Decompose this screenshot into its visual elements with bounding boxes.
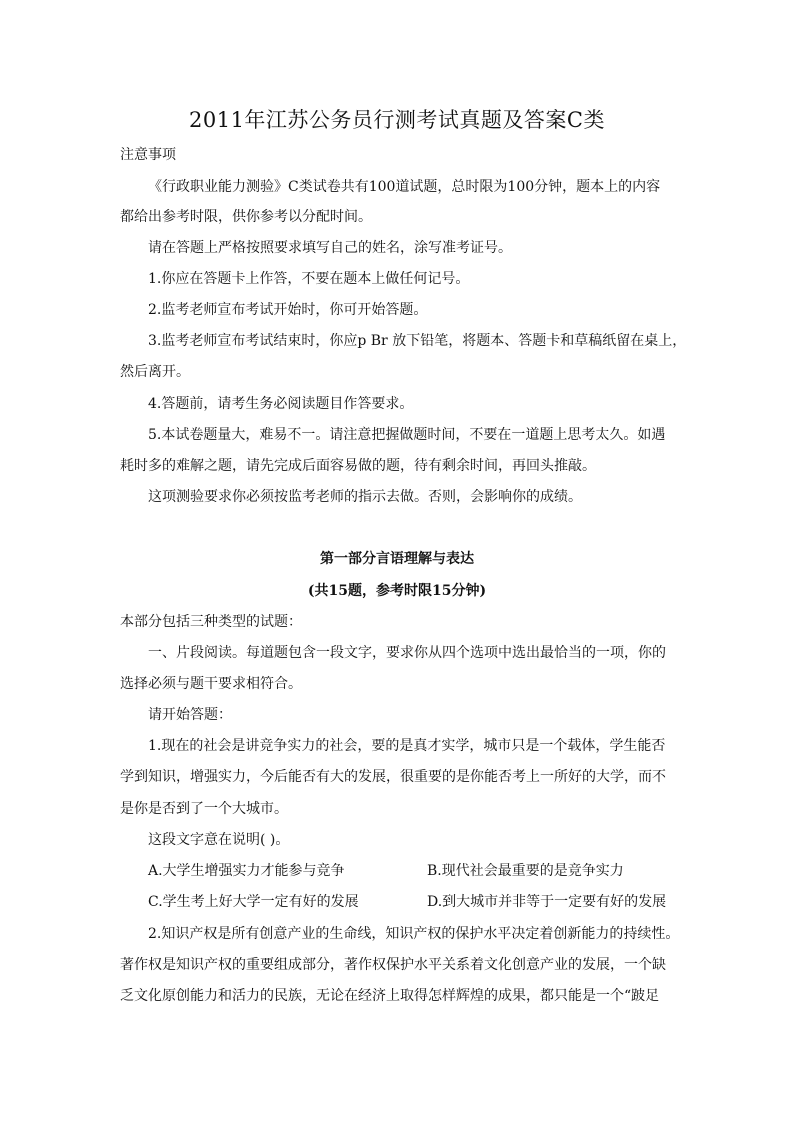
- notice-item-5-cont: 耗时多的难解之题，请先完成后面容易做的题，待有剩余时间，再回头推敲。: [120, 458, 596, 474]
- notice-paragraph: 《行政职业能力测验》C类试卷共有100道试题，总时限为100分钟，题本上的内容: [148, 179, 661, 195]
- option-c: C.学生考上好大学一定有好的发展: [148, 894, 359, 910]
- notice-item-4: 4.答题前，请考生务必阅读题目作答要求。: [148, 396, 414, 412]
- notice-paragraph: 这项测验要求你必须按监考老师的指示去做。否则，会影响你的成绩。: [148, 489, 582, 505]
- notice-item-5: 5.本试卷题量大，难易不一。请注意把握做题时间，不要在一道题上思考太久。如遇: [148, 427, 666, 443]
- question-2: 2.知识产权是所有创意产业的生命线，知识产权的保护水平决定着创新能力的持续性。: [148, 926, 680, 942]
- body-paragraph: 请开始答题：: [148, 707, 232, 723]
- question-1-cont: 是你是否到了一个大城市。: [120, 801, 288, 817]
- question-2-cont: 乏文化原创能力和活力的民族，无论在经济上取得怎样辉煌的成果，都只能是一个“跛足: [120, 988, 660, 1004]
- question-1-prompt: 这段文字意在说明( )。: [148, 832, 290, 848]
- option-d: D.到大城市并非等于一定要有好的发展: [427, 894, 667, 910]
- question-1-cont: 学到知识，增强实力，今后能否有大的发展，很重要的是你能否考上一所好的大学，而不: [120, 769, 666, 785]
- option-a: A.大学生增强实力才能参与竞争: [148, 863, 345, 879]
- notice-item-2: 2.监考老师宣布考试开始时，你可开始答题。: [148, 302, 428, 318]
- document-title: 2011年江苏公务员行测考试真题及答案C类: [188, 108, 605, 132]
- option-b: B.现代社会最重要的是竞争实力: [427, 863, 624, 879]
- notice-paragraph: 都给出参考时限，供你参考以分配时间。: [120, 209, 372, 225]
- notice-heading: 注意事项: [120, 147, 176, 163]
- body-paragraph: 本部分包括三种类型的试题：: [120, 614, 302, 630]
- body-paragraph: 选择必须与题干要求相符合。: [120, 676, 302, 692]
- notice-item-3-cont: 然后离开。: [120, 364, 190, 380]
- section-subheading: (共15题，参考时限15分钟): [307, 583, 487, 599]
- section-heading: 第一部分言语理解与表达: [320, 551, 474, 567]
- question-2-cont: 著作权是知识产权的重要组成部分，著作权保护水平关系着文化创意产业的发展，一个缺: [120, 957, 666, 973]
- question-1: 1.现在的社会是讲竞争实力的社会，要的是真才实学，城市只是一个载体，学生能否: [148, 738, 666, 754]
- notice-paragraph: 请在答题上严格按照要求填写自己的姓名，涂写准考证号。: [148, 240, 512, 256]
- body-paragraph: 一、片段阅读。每道题包含一段文字，要求你从四个选项中选出最恰当的一项，你的: [148, 645, 666, 661]
- notice-item-1: 1.你应在答题卡上作答，不要在题本上做任何记号。: [148, 271, 470, 287]
- notice-item-3: 3.监考老师宣布考试结束时，你应p Br 放下铅笔，将题本、答题卡和草稿纸留在桌上，: [148, 333, 687, 349]
